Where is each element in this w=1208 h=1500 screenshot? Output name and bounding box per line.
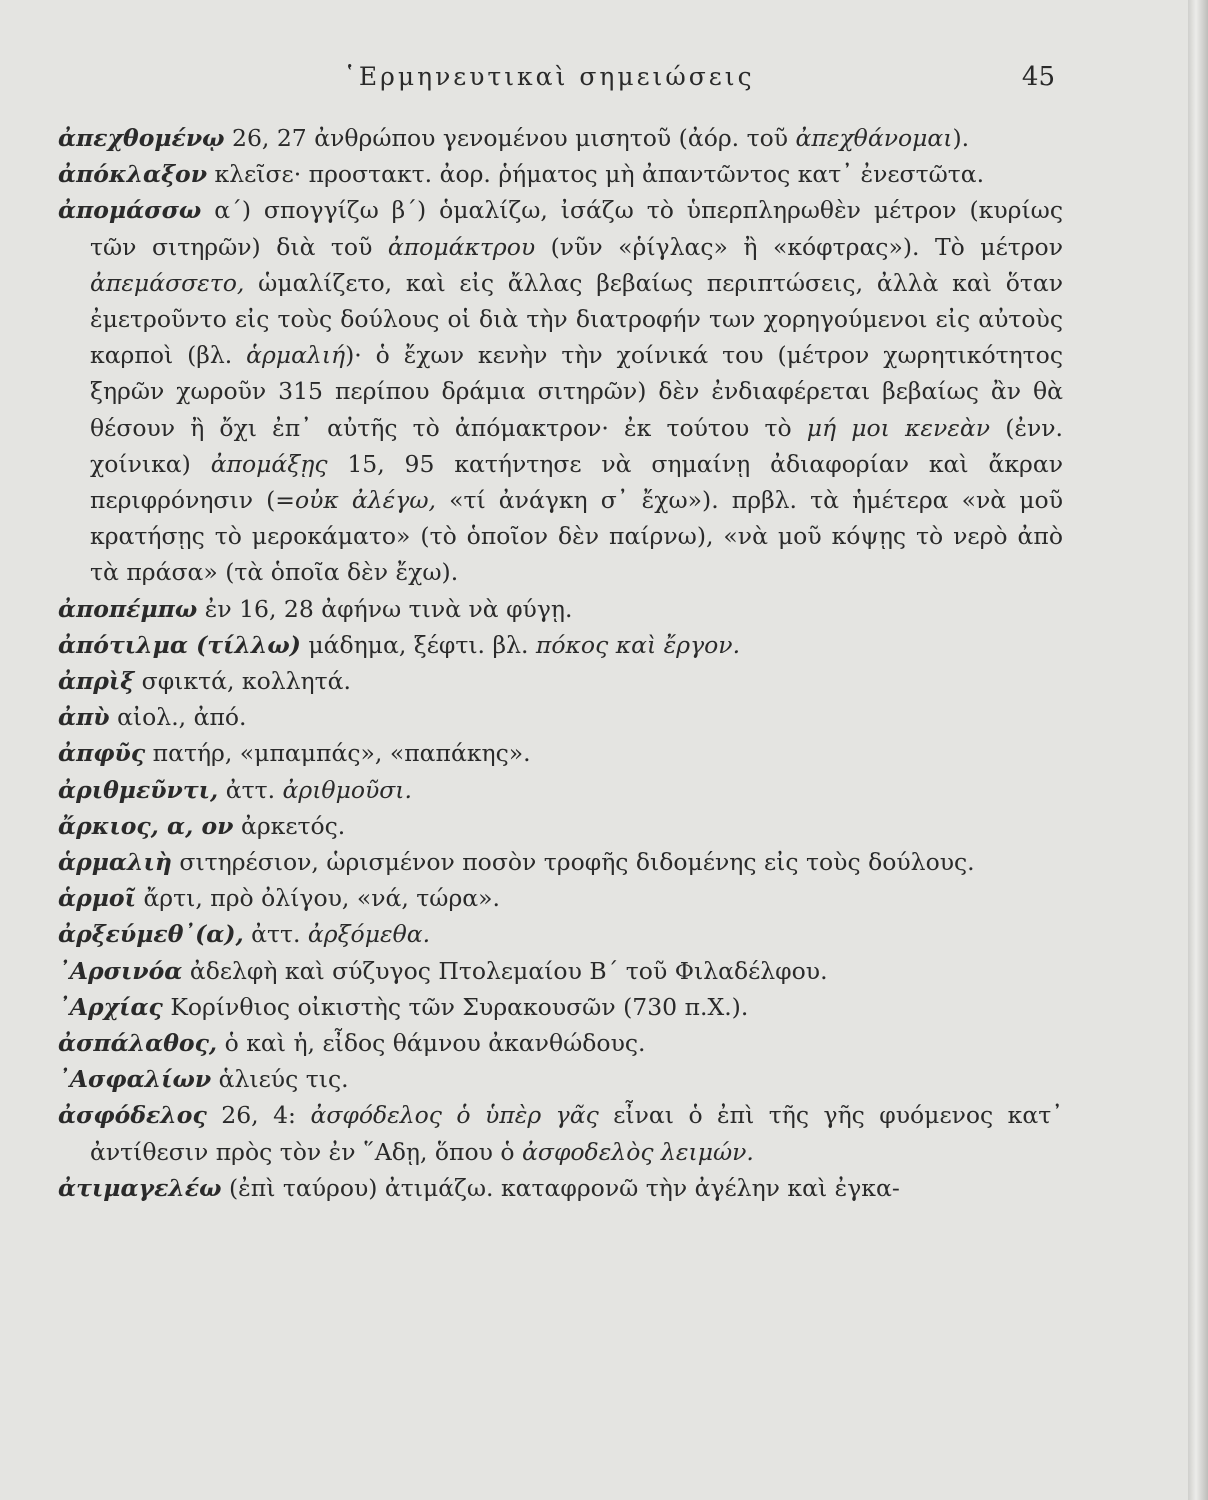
glossary-entry [58, 1061, 1063, 1097]
entry-text: ἐν 16, 28 ἀφήνω τινὰ νὰ φύγῃ. [197, 594, 573, 623]
entry-italic: ἁρμαλιή [246, 341, 346, 370]
entry-lemma: ᾽Ασφαλίων [58, 1065, 212, 1094]
running-head: ῾Ερμηνευτικαὶ σημειώσεις [343, 62, 755, 91]
entry-italic: ἀρξόμεθα. [307, 920, 431, 949]
glossary-entry [58, 772, 1063, 808]
entry-italic: ἀπεχθάνομαι [795, 124, 953, 152]
glossary-entry [58, 953, 1063, 989]
entry-text: ). [952, 124, 970, 152]
glossary-entry [58, 192, 1063, 590]
entry-text: α΄) σπογγίζω β΄) ὁμαλίζω, ἰσάζω τὸ ὑπερπληρωθὲν μέτρον (κυρίως τῶν σιτηρῶν) διὰ τοῦ [90, 196, 1063, 261]
entry-lemma: ἀπότιλμα (τίλλω) [58, 630, 301, 659]
entry-lemma: ἀπφῦς [58, 739, 146, 768]
entry-text: ὁ καὶ ἡ, εἶδος θάμνου ἀκανθώδους. [217, 1029, 646, 1058]
glossary-entry [58, 120, 1063, 156]
entry-italic: ἀπομάξῃς [210, 449, 328, 478]
entry-lemma: ἀτιμαγελέω [58, 1173, 222, 1202]
entry-lemma: ἀσφόδελος [58, 1101, 207, 1130]
entry-lemma: ἀσπάλαθος, [58, 1029, 218, 1058]
entry-lemma: ἀπόκλαξον [58, 160, 208, 189]
entry-text: κλεῖσε· προστακτ. ἀορ. ῥήματος μὴ ἀπαντῶντος κατ᾽ ἐνεστῶτα. [207, 160, 985, 189]
entry-italic: ἀριθμοῦσι. [282, 775, 412, 804]
entry-italic: ἀπομάκτρου [387, 232, 536, 261]
page-edge [1188, 0, 1208, 1500]
glossary-entry [58, 627, 1063, 663]
entry-lemma: ἁρμαλιὴ [58, 848, 172, 877]
glossary-entry [58, 1097, 1063, 1169]
entry-text: 26, 4: [206, 1101, 311, 1130]
entry-text: μάδημα, ξέφτι. βλ. [300, 630, 536, 659]
entry-text: (ἐνν. χοίνικα) [90, 413, 1064, 478]
glossary-entry [58, 699, 1063, 735]
entry-italic: ἀσφόδελος ὁ ὑπὲρ γᾶς [310, 1101, 599, 1130]
entry-lemma: ἀπὺ [58, 703, 110, 732]
entry-text: εἶναι ὁ ἐπὶ τῆς γῆς φυόμενος κατ᾽ ἀντίθεσιν πρὸς τὸν ἐν ῞Αδῃ, ὅπου ὁ [90, 1101, 1063, 1166]
glossary-entry [58, 156, 1063, 192]
entry-lemma: ἀποπέμπω [58, 594, 198, 623]
entry-lemma: ἄρκιος, α, ον [58, 811, 234, 840]
entry-text: )· ὁ ἔχων κενὴν τὴν χοίνικά του (μέτρον χωρητικότητος ξηρῶν χωροῦν 315 περίπου δράμια σιτηρῶν) δὲν ἐνδιαφέρεται βεβαίως ἂν θὰ θέσουν ἢ ὄχι ἐπ᾽ αὐτῆς τὸ ἀπόμακτρον· ἐκ τούτου τὸ [90, 341, 1063, 442]
glossary-entry [58, 1170, 1063, 1206]
glossary-entry [58, 663, 1063, 699]
entry-italic: ἀπεμάσσετο, [90, 268, 245, 297]
glossary-entry [58, 989, 1063, 1025]
entry-text: ἁλιεύς τις. [211, 1065, 349, 1094]
glossary-entry [58, 735, 1063, 771]
entry-text: «τί ἀνάγκη σ᾽ ἔχω»). πρβλ. τὰ ἡμέτερα «νὰ μοῦ κρατήσῃς τὸ μεροκάματο» (τὸ ὁποῖον δὲν παίρνω), «νὰ μοῦ κόψῃς τὸ νερὸ ἀπὸ τὰ πράσα» (τὰ ὁποῖα δὲν ἔχω). [90, 486, 1063, 587]
entry-italic: ἀσφοδελὸς λειμών. [522, 1137, 754, 1166]
entry-text: ἀττ. [218, 775, 283, 804]
entry-lemma: ᾽Αρσινόα [58, 956, 183, 985]
glossary-entry [58, 808, 1063, 844]
entry-lemma: ᾽Αρχίας [58, 992, 163, 1021]
glossary-entry [58, 916, 1063, 952]
glossary-entry [58, 591, 1063, 627]
entry-lemma: ἁρμοῖ [58, 884, 136, 913]
entry-lemma: ἀπομάσσω [58, 196, 202, 225]
entry-lemma: ἀπεχθομένῳ [58, 124, 225, 152]
entry-text: αἰολ., ἀπό. [109, 703, 247, 732]
entry-text: ἀρκετός. [233, 811, 346, 840]
entry-text: (νῦν «ῥίγλας» ἢ «κόφτρας»). Τὸ μέτρον [535, 232, 1063, 261]
entry-text: ἀττ. [243, 920, 308, 949]
glossary-entry [58, 1025, 1063, 1061]
glossary-entry [58, 844, 1063, 880]
entry-lemma: ἀρξεύμεθ᾽(α), [58, 920, 244, 949]
page-number: 45 [1021, 62, 1055, 92]
entry-text: (ἐπὶ ταύρου) ἀτιμάζω. καταφρονῶ τὴν ἀγέλην καὶ ἐγκα- [221, 1173, 900, 1202]
entry-italic: οὐκ ἀλέγω, [294, 486, 436, 515]
entry-text: ἄρτι, πρὸ ὀλίγου, «νά, τώρα». [135, 884, 501, 913]
entry-text: σιτηρέσιον, ὡρισμένον ποσὸν τροφῆς διδομένης εἰς τοὺς δούλους. [171, 848, 975, 877]
entry-text: 15, 95 κατήντησε νὰ σημαίνῃ ἀδιαφορίαν καὶ ἄκραν περιφρόνησιν (= [90, 449, 1063, 515]
entry-text: ὡμαλίζετο, καὶ εἰς ἄλλας βεβαίως περιπτώσεις, ἀλλὰ καὶ ὅταν ἐμετροῦντο εἰς τοὺς δούλους οἱ διὰ τὴν διατροφήν των χορηγούμενοι εἰς αὐτοὺς καρποὶ (βλ. [90, 268, 1063, 370]
entry-text: 26, 27 ἀνθρώπου γενομένου μισητοῦ (ἀόρ. τοῦ [224, 124, 796, 152]
entry-italic: μή μοι κενεὰν [806, 413, 991, 442]
entry-text: Κορίνθιος οἰκιστὴς τῶν Συρακουσῶν (730 π.Χ.). [162, 992, 749, 1021]
entry-lemma: ἀριθμεῦντι, [58, 775, 219, 804]
glossary-entry [58, 880, 1063, 916]
entry-text: πατήρ, «μπαμπάς», «παπάκης». [145, 739, 531, 768]
entry-lemma: ἀπρὶξ [58, 667, 135, 696]
entry-italic: πόκος καὶ ἔργον. [535, 630, 741, 659]
glossary-entries [58, 120, 1063, 1206]
entry-text: ἀδελφὴ καὶ σύζυγος Πτολεμαίου Β΄ τοῦ Φιλαδέλφου. [182, 956, 828, 985]
entry-text: σφικτά, κολλητά. [134, 667, 351, 696]
